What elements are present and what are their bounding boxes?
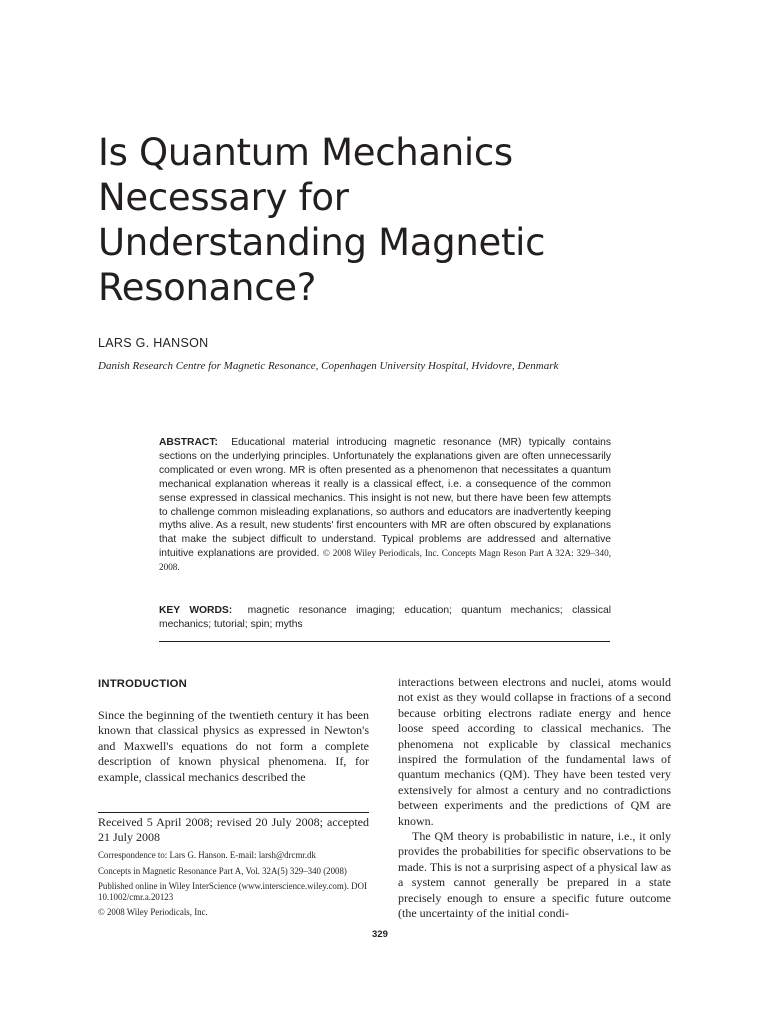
left-column-paragraph: Since the beginning of the twentieth century it has been known that classical physics as expressed in Newton's and Maxwell's equations do not form a complete description of known physical phenomena. If, for example, classical mechanics described the bbox=[98, 708, 369, 784]
received-dates: Received 5 April 2008; revised 20 July 2008; accepted 21 July 2008 bbox=[98, 815, 369, 844]
copyright-note: © 2008 Wiley Periodicals, Inc. bbox=[98, 907, 208, 917]
author-name: LARS G. HANSON bbox=[98, 336, 209, 350]
right-column-paragraph: The QM theory is probabilistic in nature, i.e., it only provides the probabilities for specific observations to be made. This is not a surprising aspect of a physical law as a system cannot generally be prepared in a state precisely enough to ensure a specific future outcome (the uncertainty of the initial condi- bbox=[398, 829, 671, 921]
article-title bbox=[98, 130, 698, 310]
abstract-citation: © 2008 Wiley Periodicals, Inc. Concepts Magn Reson Part A 32A: 329–340, 2008. bbox=[159, 548, 611, 573]
correspondence-note: Correspondence to: Lars G. Hanson. E-mail: larsh@drcmr.dk bbox=[98, 850, 316, 860]
right-column-paragraph: interactions between electrons and nuclei, atoms would not exist as they would collapse in fractions of a second because orbiting electrons radiate energy and hence loose speed according to classical mechanics. The phenomena not explicable by classical mechanics inspired the formulation of the fundamental laws of quantum mechanics (QM). They have been tested very extensively for almost a century and no contradictions between experiments and the predictions of QM are known. bbox=[398, 675, 671, 828]
published-note: Published online in Wiley InterScience (www.interscience.wiley.com). DOI 10.1002/cmr.a.20123 bbox=[98, 881, 367, 903]
abstract-divider bbox=[159, 641, 610, 642]
abstract-label: ABSTRACT: bbox=[159, 437, 218, 448]
keywords-block bbox=[159, 604, 611, 632]
title-line: Resonance? bbox=[98, 266, 317, 309]
right-column bbox=[398, 675, 671, 922]
title-line: Understanding Magnetic bbox=[98, 221, 546, 264]
title-line: Necessary for bbox=[98, 176, 349, 219]
author-affiliation: Danish Research Centre for Magnetic Resonance, Copenhagen University Hospital, Hvidovre, Denmark bbox=[98, 360, 559, 372]
keywords-text: magnetic resonance imaging; education; quantum mechanics; classical mechanics; tutorial; spin; myths bbox=[159, 605, 611, 630]
abstract-text: Educational material introducing magnetic resonance (MR) typically contains sections on the underlying principles. Unfortunately the explanations given are often unnecessarily complicated or even wrong. MR is often presented as a phenomenon that necessitates a quantum mechanical explanation whereas it really is a classical effect, i.e. a consequence of the common sense expressed in classical mechanics. This insight is not new, but there have been few attempts to challenge common misleading explanations, so authors and educators are inadvertently keeping myths alive. As a result, new students' first encounters with MR are often obscured by explanations that make the subject difficult to understand. Typical problems are addressed and alternative intuitive explanations are provided. bbox=[159, 437, 611, 560]
keywords-label: KEY WORDS: bbox=[159, 605, 233, 616]
section-heading-introduction: INTRODUCTION bbox=[98, 678, 188, 690]
abstract-block bbox=[159, 436, 611, 575]
title-line: Is Quantum Mechanics bbox=[98, 131, 513, 174]
page-number: 329 bbox=[372, 929, 388, 940]
footnote-divider bbox=[98, 812, 369, 813]
journal-note: Concepts in Magnetic Resonance Part A, Vol. 32A(5) 329–340 (2008) bbox=[98, 866, 347, 876]
